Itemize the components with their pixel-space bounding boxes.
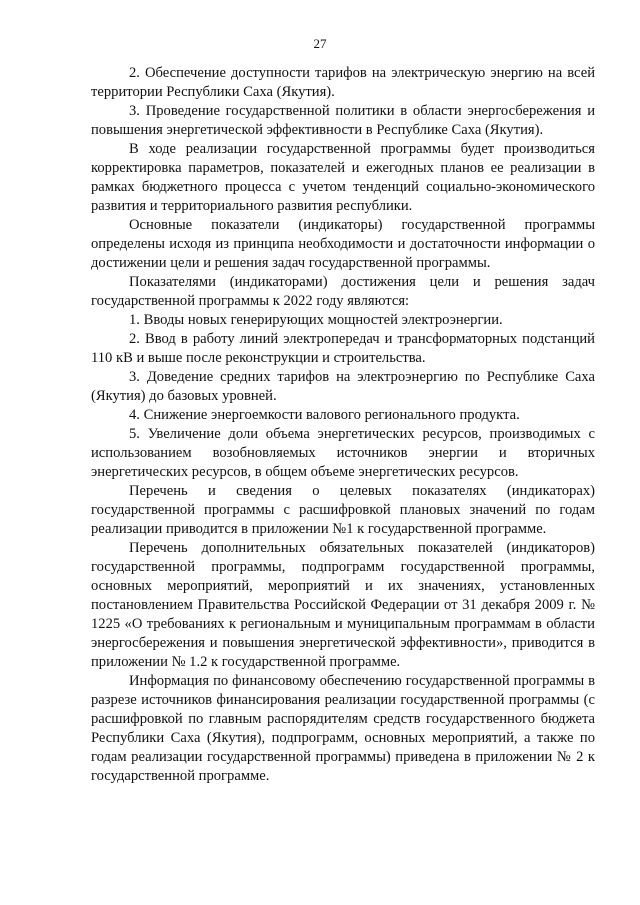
list-item-indicator-1: 1. Вводы новых генерирующих мощностей электроэнергии. bbox=[129, 312, 503, 328]
paragraph-appendix-1: Перечень и сведения о целевых показателях (индикаторах) государственной программы с расшифровкой плановых значений по годам реализации приводится в приложении №1 к государственной программе. bbox=[91, 483, 595, 537]
paragraph-appendix-2: Информация по финансовому обеспечению государственной программы в разрезе источников финансирования реализации государственной программы (с расшифровкой по главным распорядителям средств государственного бюджета Республики Саха (Якутия), подпрограмм, основных мероприятий, а также по годам реализации государственной программы) приведена в приложении № 2 к государственной программе. bbox=[91, 673, 595, 784]
document-body bbox=[91, 64, 595, 786]
list-item-indicator-4: 4. Снижение энергоемкости валового регионального продукта. bbox=[129, 407, 520, 423]
list-item-indicator-3: 3. Доведение средних тарифов на электроэнергию по Республике Саха (Якутия) до базовых уровней. bbox=[91, 369, 595, 404]
paragraph-appendix-1-2: Перечень дополнительных обязательных показателей (индикаторов) государственной программы, подпрограмм государственной программы, основных мероприятий, мероприятий и их значениях, установленных постановлением Правительства Российской Федерации от 31 декабря 2009 г. № 1225 «О требованиях к региональным и муниципальным программам в области энергосбережения и повышения энергетической эффективности», приводится в приложении № 1.2 к государственной программе. bbox=[91, 540, 595, 670]
page-number: 27 bbox=[313, 36, 327, 51]
paragraph-goal-2: 2. Обеспечение доступности тарифов на электрическую энергию на всей территории Республики Саха (Якутия). bbox=[91, 65, 595, 100]
paragraph-indicators-intro: Показателями (индикаторами) достижения цели и решения задач государственной программы к 2022 году являются: bbox=[91, 274, 595, 309]
paragraph-goal-3: 3. Проведение государственной политики в области энергосбережения и повышения энергетической эффективности в Республике Саха (Якутия). bbox=[91, 103, 595, 138]
paragraph-indicators-basis: Основные показатели (индикаторы) государственной программы определены исходя из принципа необходимости и достаточности информации о достижении цели и решения задач государственной программы. bbox=[91, 217, 595, 271]
list-item-indicator-2: 2. Ввод в работу линий электропередач и трансформаторных подстанций 110 кВ и выше после реконструкции и строительства. bbox=[91, 331, 595, 366]
paragraph-implementation: В ходе реализации государственной программы будет производиться корректировка параметров, показателей и ежегодных планов ее реализации в рамках бюджетного процесса с учетом тенденций социально-экономического развития и территориального развития республики. bbox=[91, 141, 595, 214]
list-item-indicator-5: 5. Увеличение доли объема энергетических ресурсов, производимых с использованием возобновляемых источников энергии и вторичных энергетических ресурсов, в общем объеме энергетических ресурсов. bbox=[91, 426, 595, 480]
